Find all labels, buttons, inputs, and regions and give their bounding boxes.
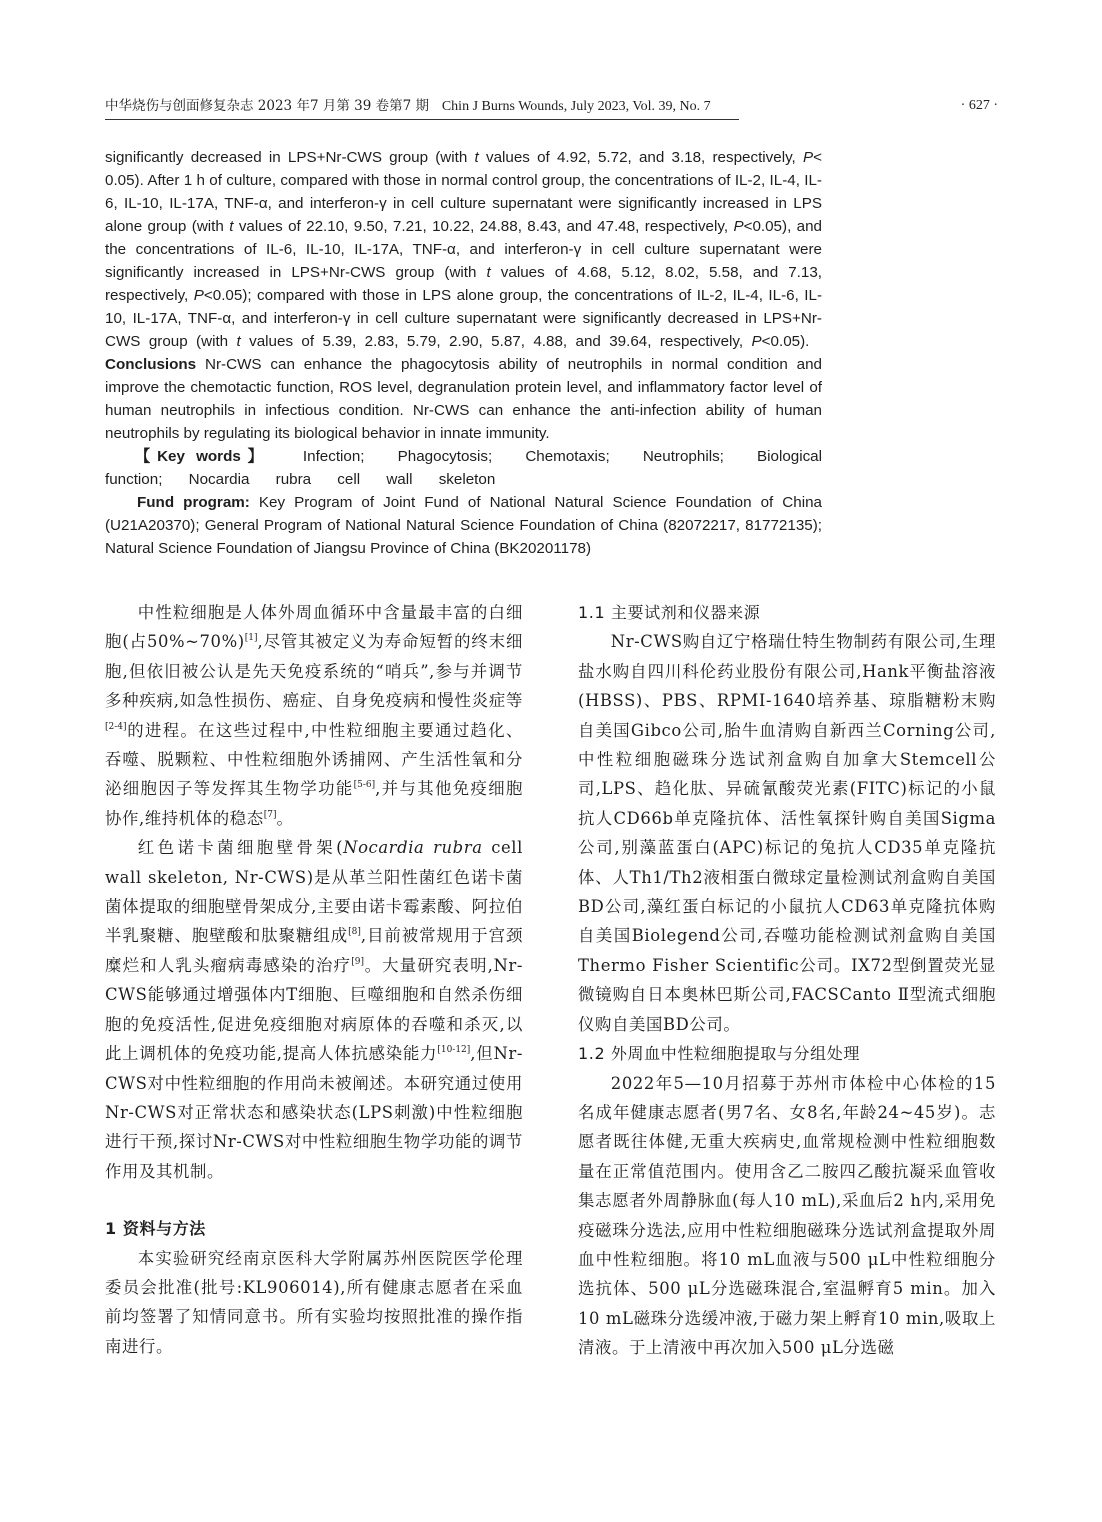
extraction-paragraph: 2022年5—10月招募于苏州市体检中心体检的15名成年健康志愿者(男7名、女8名,年龄24~45岁)。志愿者既往体健,无重大疾病史,血常规检测中性粒细胞数量在正常值范围内。使用含乙二胺四乙酸抗凝采血管收集志愿者外周静脉血(每人10 mL),采血后2 h内,采用免疫磁珠分选法,应用中性粒细胞磁珠分选试剂盒提取外周血中性粒细胞。将10 mL血液与500 μL中性粒细胞分选抗体、500 μL分选磁珠混合,室温孵育5 min。加入10 mL磁珠分选缓冲液,于磁力架上孵育10 min,吸取上清液。于上清液中再次加入500 μL分选磁 [578, 1073, 996, 1358]
keywords [105, 445, 822, 491]
conclusions-label: Conclusions [105, 356, 197, 373]
fund-program [105, 491, 822, 560]
left-column [105, 598, 523, 1361]
journal-title-cn: 中华烧伤与创面修复杂志 2023 年7 月第 39 卷第7 期 [105, 98, 429, 114]
citation: [2-4] [105, 721, 127, 732]
page-number: · 627 · [960, 98, 998, 113]
section-heading-methods: 1 资料与方法 [105, 1219, 206, 1239]
citation: [10-12] [437, 1045, 471, 1056]
abstract-results-text: significantly decreased in LPS+Nr-CWS group (with t values of 4.92, 5.72, and 3.18, respectively, P< 0.05). After 1 h of culture, compared with those in normal control group, the concentrations of IL-2, IL-4, IL-6, IL-10, IL-17A, TNF-α, and interferon-γ in cell culture supernatant were significantly increased in LPS alone group (with t values of 22.10, 9.50, 7.21, 10.22, 24.88, 8.43, and 47.48, respectively, P<0.05), and the concentrations of IL-6, IL-10, IL-17A, TNF-α, and interferon-γ in cell culture supernatant were significantly increased in LPS+Nr-CWS group (with t values of 4.68, 5.12, 8.02, 5.58, and 7.13, respectively, P<0.05); compared with those in LPS alone group, the concentrations of IL-2, IL-4, IL-6, IL-10, IL-17A, TNF-α, and interferon-γ in cell culture supernatant were significantly decreased in LPS+Nr-CWS group (with t values of 5.39, 2.83, 5.79, 2.90, 5.87, 4.88, and 39.64, respectively, P<0.05). Conclusions Nr-CWS can enhance the phagocytosis ability of neutrophils in normal condition and improve the chemotactic function, ROS level, degranulation protein level, and inflammatory factor level of human neutrophils in infectious condition. Nr-CWS can enhance the anti-infection ability of human neutrophils by regulating its biological behavior in innate immunity. [105, 149, 823, 442]
keywords-text: Infection; Phagocytosis; Chemotaxis; Neutrophils; Biological function; Nocardia rubra cell wall skeleton [105, 448, 823, 488]
citation: [5-6] [353, 780, 376, 791]
subsection-heading-reagents: 1.1 主要试剂和仪器来源 [578, 603, 761, 622]
citation: [8] [348, 927, 361, 938]
intro-paragraph-1: 中性粒细胞是人体外周血循环中含量最丰富的白细胞(占50%~70%)[1],尽管其被定义为寿命短暂的终末细胞,但依旧被公认是先天免疫系统的“哨兵”,参与并调节多种疾病,如急性损伤、癌症、自身免疫病和慢性炎症等[2-4]的进程。在这些过程中,中性粒细胞主要通过趋化、吞噬、脱颗粒、中性粒细胞外诱捕网、产生活性氧和分泌细胞因子等发挥其生物学功能[5-6],并与其他免疫细胞协作,维持机体的稳态[7]。 [105, 603, 523, 828]
citation: [9] [351, 956, 364, 967]
ethics-paragraph: 本实验研究经南京医科大学附属苏州医院医学伦理委员会批准(批号:KL906014),所有健康志愿者在采血前均签署了知情同意书。所有实验均按照批准的操作指南进行。 [105, 1248, 523, 1356]
right-column [578, 598, 996, 1363]
reagents-paragraph: Nr-CWS购自辽宁格瑞仕特生物制药有限公司,生理盐水购自四川科伦药业股份有限公司,Hank平衡盐溶液(HBSS)、PBS、RPMI-1640培养基、琼脂糖粉末购自美国Gibco公司,胎牛血清购自新西兰Corning公司,中性粒细胞磁珠分选试剂盒购自加拿大Stemcell公司,LPS、趋化肽、异硫氰酸荧光素(FITC)标记的小鼠抗人CD66b单克隆抗体、活性氧探针购自美国Sigma公司,别藻蓝蛋白(APC)标记的兔抗人CD35单克隆抗体、人Th1/Th2液相蛋白微球定量检测试剂盒购自美国BD公司,藻红蛋白标记的小鼠抗人CD63单克隆抗体购自美国Biolegend公司,吞噬功能检测试剂盒购自美国Thermo Fisher Scientific公司。IX72型倒置荧光显微镜购自日本奥林巴斯公司,FACSCanto Ⅱ型流式细胞仪购自美国BD公司。 [578, 632, 996, 1034]
citation: [1] [244, 633, 258, 644]
subsection-heading-neutrophil-extraction: 1.2 外周血中性粒细胞提取与分组处理 [578, 1044, 860, 1064]
fund-label: Fund program: [137, 494, 250, 511]
journal-title-en: Chin J Burns Wounds, July 2023, Vol. 39, No. 7 [441, 99, 711, 114]
running-header [105, 97, 739, 120]
keywords-label: 【Key words】 [135, 448, 270, 465]
fund-text: Key Program of Joint Fund of National Natural Science Foundation of China (U21A20370); General Program of National Natural Science Foundation of China (82072217, 81772135); Natural Science Foundation of Jiangsu Province of China (BK20201178) [105, 494, 822, 557]
conclusions-text: Nr-CWS can enhance the phagocytosis ability of neutrophils in normal condition and improve the chemotactic function, ROS level, degranulation protein level, and inflammatory factor level of human neutrophils in infectious condition. Nr-CWS can enhance the anti-infection ability of human neutrophils by regulating its biological behavior in innate immunity. [105, 356, 822, 442]
english-abstract [105, 146, 822, 560]
intro-paragraph-2: 红色诺卡菌细胞壁骨架(Nocardia rubra cell wall skeleton, Nr-CWS)是从革兰阳性菌红色诺卡菌菌体提取的细胞壁骨架成分,主要由诺卡霉素酸、阿拉伯半乳聚糖、胞壁酸和肽聚糖组成[8],目前被常规用于宫颈糜烂和人乳头瘤病毒感染的治疗[9]。大量研究表明,Nr-CWS能够通过增强体内T细胞、巨噬细胞和自然杀伤细胞的免疫活性,促进免疫细胞对病原体的吞噬和杀灭,以此上调机体的免疫功能,提高人体抗感染能力[10-12],但Nr-CWS对中性粒细胞的作用尚未被阐述。本研究通过使用Nr-CWS对正常状态和感染状态(LPS刺激)中性粒细胞进行干预,探讨Nr-CWS对中性粒细胞生物学功能的调节作用及其机制。 [105, 838, 523, 1181]
citation: [7] [263, 809, 277, 820]
